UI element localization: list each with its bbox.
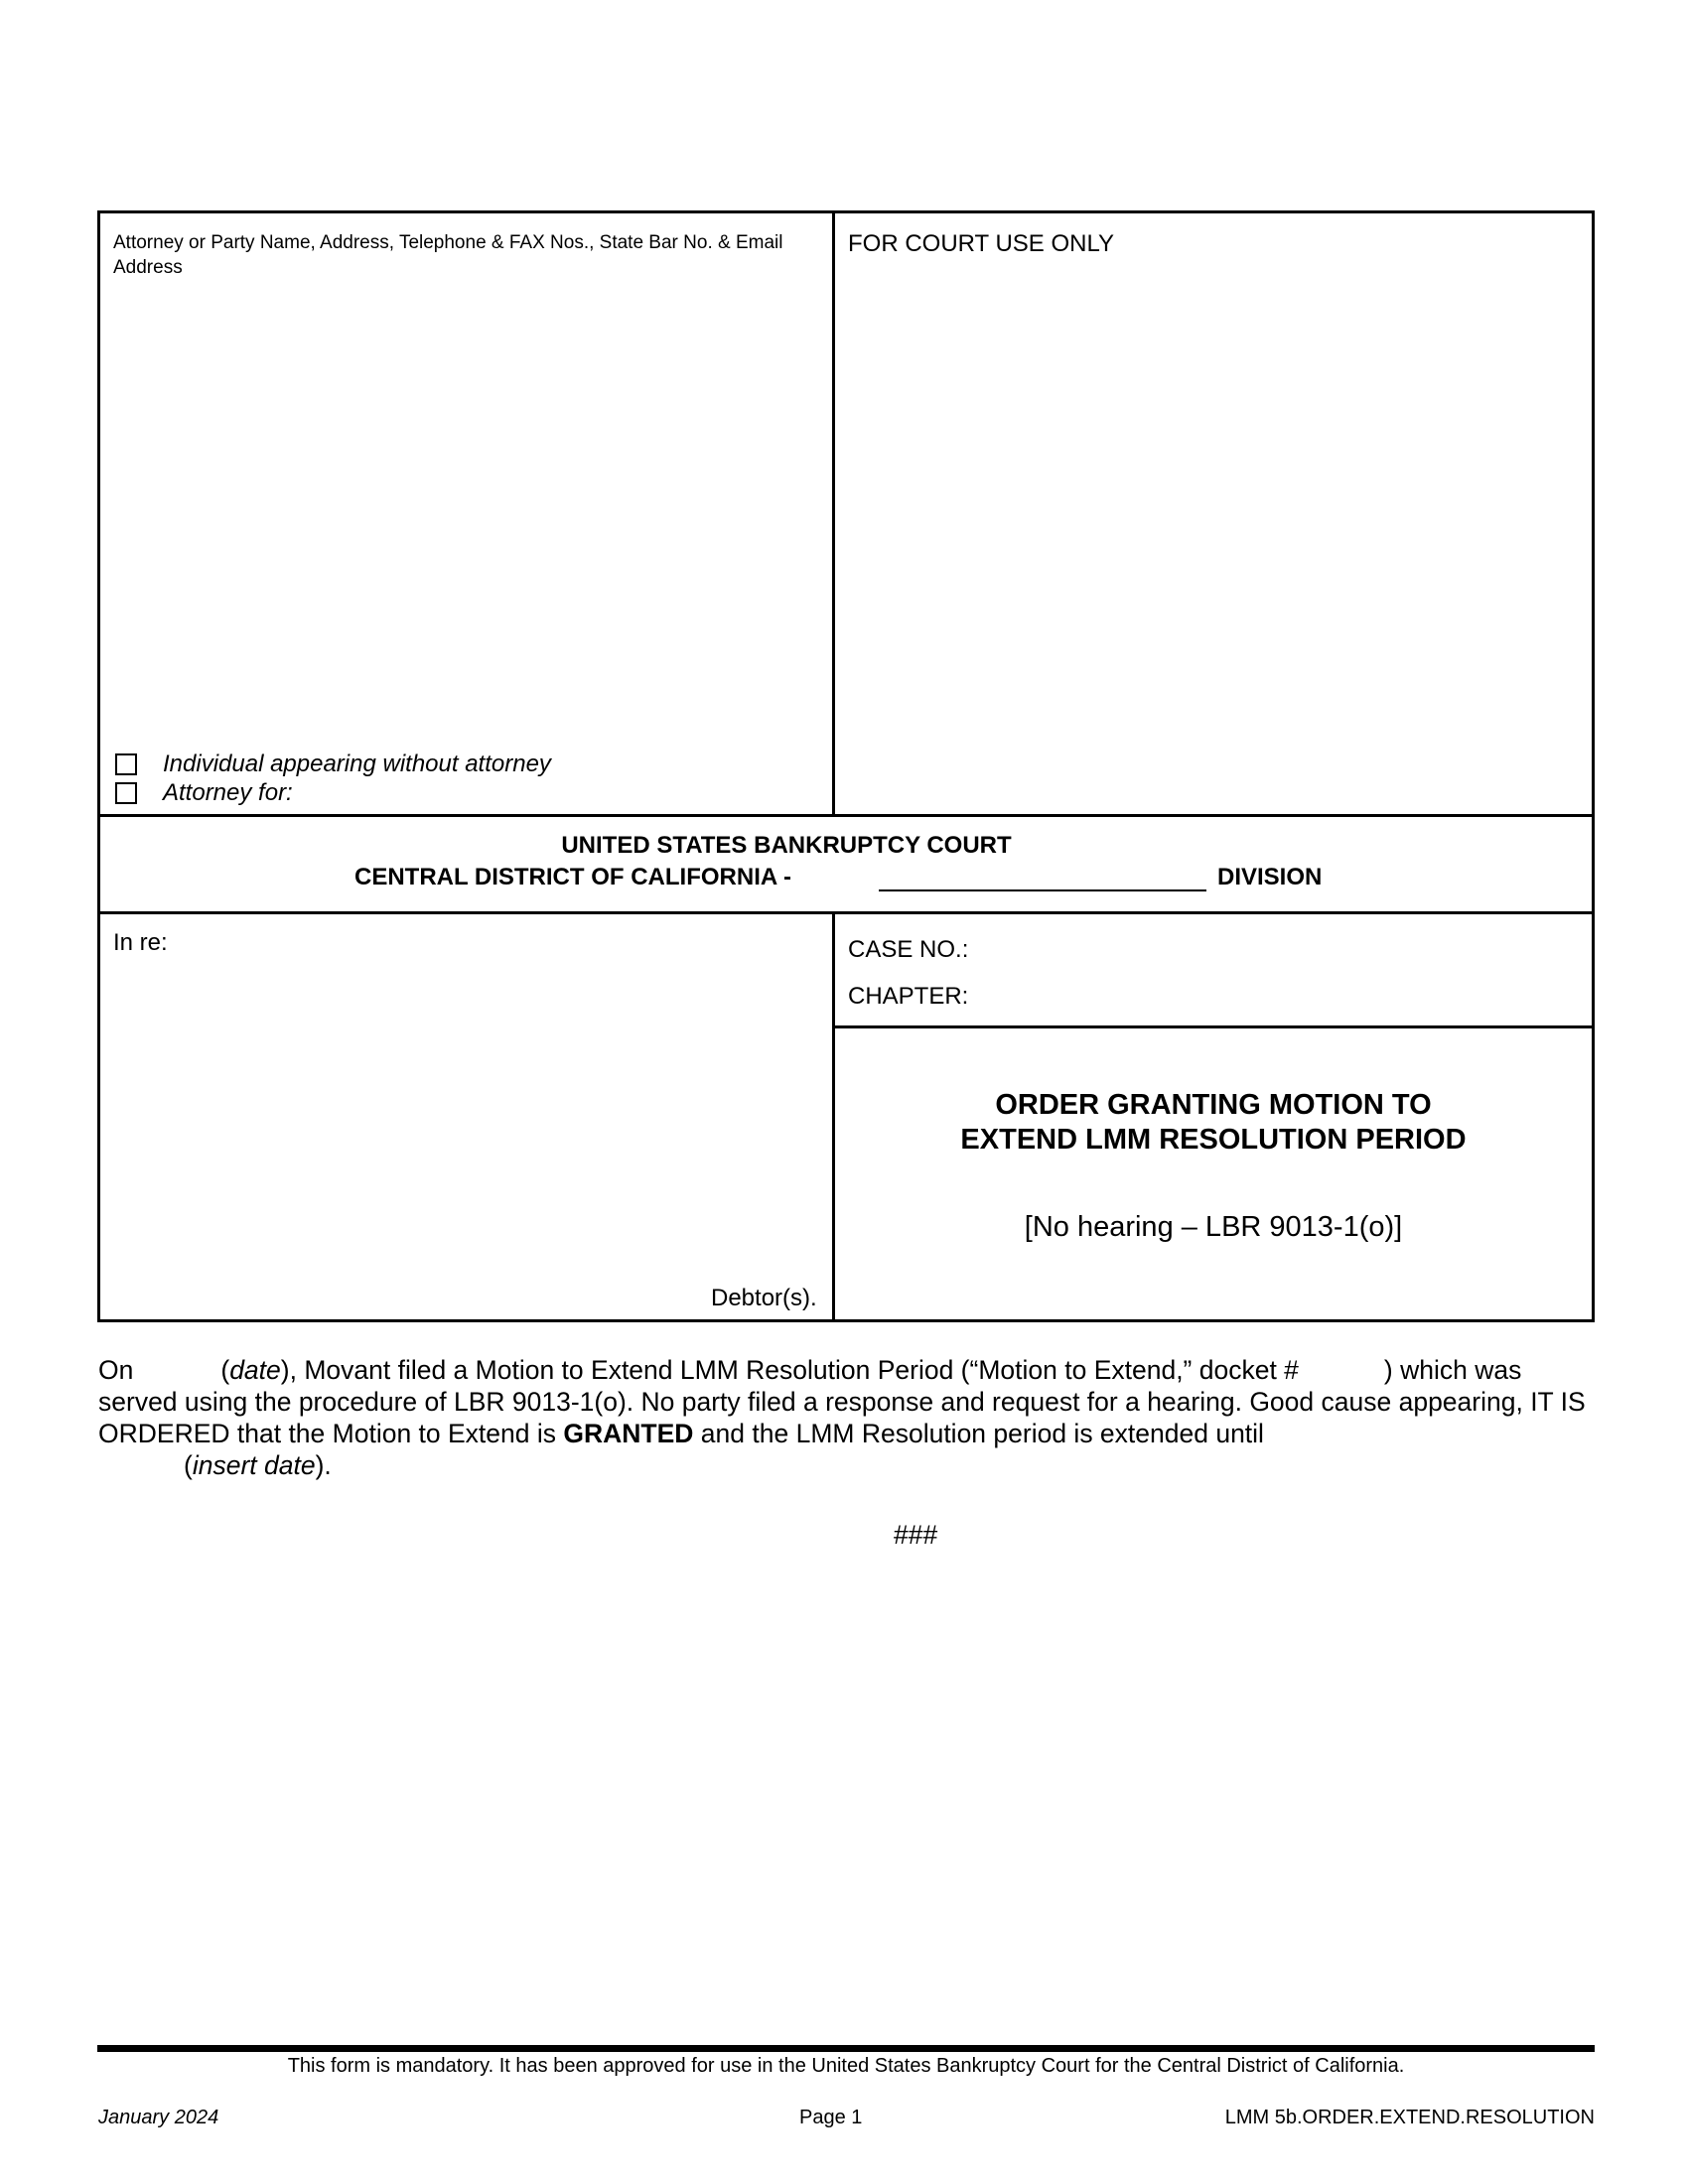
body-on: On xyxy=(98,1355,134,1385)
body-part3: and the LMM Resolution period is extended until xyxy=(700,1419,1264,1448)
body-date: date xyxy=(229,1355,281,1385)
checkbox-attorney-for[interactable] xyxy=(115,782,137,804)
order-title-line1: ORDER GRANTING MOTION TO xyxy=(995,1089,1432,1121)
body-granted: GRANTED xyxy=(563,1419,694,1448)
checkbox-individual-label: Individual appearing without attorney xyxy=(163,751,551,777)
division-label: DIVISION xyxy=(1217,864,1323,890)
order-paragraph: On (date), Movant filed a Motion to Extend LMM Resolution Period (“Motion to Extend,” docket # ) which was served using the procedure of LBR 9013-1(o). No party filed a response and request for a hearing. Good cause appearing, IT IS ORDERED that the Motion to Extend is GRANTED and the LMM Resolution period is extended until (insert date). xyxy=(98,1355,1586,1480)
footer-page: Page 1 xyxy=(799,2107,863,2128)
divider-top-vertical xyxy=(832,210,835,816)
hearing-note: [No hearing – LBR 9013-1(o)] xyxy=(1024,1211,1403,1243)
in-re-label: In re: xyxy=(113,929,168,956)
court-use-only-label: FOR COURT USE ONLY xyxy=(848,230,1115,257)
debtor-label: Debtor(s). xyxy=(711,1285,817,1311)
divider-case-info xyxy=(832,1025,1595,1028)
order-title-line2: EXTEND LMM RESOLUTION PERIOD xyxy=(960,1124,1467,1156)
checkbox-attorney-for-label: Attorney for: xyxy=(163,779,293,806)
footer-date: January 2024 xyxy=(98,2107,219,2128)
case-no-label: CASE NO.: xyxy=(848,936,969,963)
footer-form-id: LMM 5b.ORDER.EXTEND.RESOLUTION xyxy=(1224,2107,1595,2128)
body-part2: ) which was served using the procedure of LBR 9013-1(o). No party filed a response and request for a hearing. Good cause appearing, IT IS ORDERED that the Motion to Extend is xyxy=(98,1355,1586,1448)
attorney-block-label: Attorney or Party Name, Address, Telephone & FAX Nos., State Bar No. & Email Address xyxy=(113,232,783,278)
chapter-label: CHAPTER: xyxy=(848,983,969,1010)
divider-court-top xyxy=(97,814,1595,817)
division-blank[interactable] xyxy=(879,889,1206,891)
body-part1: ), Movant filed a Motion to Extend LMM Resolution Period (“Motion to Extend,” docket # xyxy=(280,1355,1299,1385)
divider-court-bottom xyxy=(97,911,1595,914)
footer-rule xyxy=(97,2045,1595,2052)
body-insert-date: insert date xyxy=(192,1450,316,1480)
court-district: CENTRAL DISTRICT OF CALIFORNIA - xyxy=(354,864,791,890)
court-name: UNITED STATES BANKRUPTCY COURT xyxy=(561,832,1012,859)
footer-notice: This form is mandatory. It has been approved for use in the United States Bankruptcy Court for the Central District of California. xyxy=(287,2055,1405,2077)
checkbox-individual[interactable] xyxy=(115,753,137,775)
end-mark: ### xyxy=(894,1520,938,1550)
body-end: ). xyxy=(315,1450,332,1480)
